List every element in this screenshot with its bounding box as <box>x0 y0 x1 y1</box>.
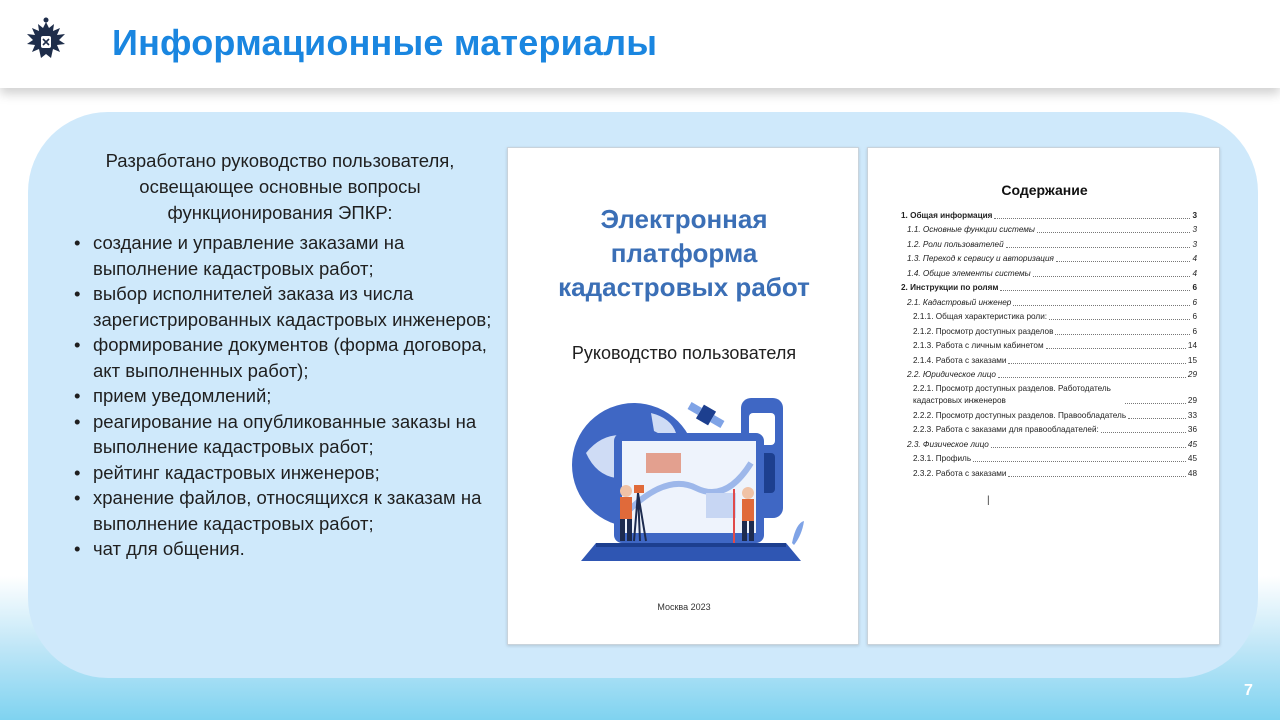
list-item: • реагирование на опубликованные заказы на выполнение кадастровых работ; <box>72 409 492 460</box>
toc-row: 2.2.1. Просмотр доступных разделов. Работодатель кадастровых инженеров 29 <box>913 384 1197 405</box>
toc-row: 2.1.4. Работа с заказами 15 <box>913 355 1197 365</box>
text-cursor-icon: | <box>987 495 990 506</box>
toc-row: 1. Общая информация 3 <box>901 210 1197 220</box>
list-item: • создание и управление заказами на выполнение кадастровых работ; <box>72 230 492 281</box>
intro-text: Разработано руководство пользователя, освещающее основные вопросы функционирования ЭПКР: <box>105 150 455 223</box>
toc-row: 2.3.2. Работа с заказами 48 <box>913 468 1197 478</box>
toc-row: 2.1.2. Просмотр доступных разделов 6 <box>913 326 1197 336</box>
list-item: • прием уведомлений; <box>72 383 492 409</box>
cover-subtitle: Руководство пользователя <box>571 343 797 363</box>
toc-row: 2.1.3. Работа с личным кабинетом 14 <box>913 341 1197 350</box>
list-item: • рейтинг кадастровых инженеров; <box>72 460 492 486</box>
list-item: • формирование документов (форма договора, акт выполненных работ); <box>72 332 492 383</box>
slide-number: 7 <box>1244 682 1253 699</box>
manual-cover-page <box>507 147 859 645</box>
toc-row: 1.3. Переход к сервису и авторизация 4 <box>907 254 1197 263</box>
emblem-icon <box>20 16 72 68</box>
cover-title-line: кадастровых работ <box>558 272 810 302</box>
toc-list <box>901 207 1197 480</box>
list-item: • хранение файлов, относящихся к заказам на выполнение кадастровых работ; <box>72 485 492 536</box>
cover-title <box>508 202 860 304</box>
cover-title-line: платформа <box>610 238 758 268</box>
toc-title: Содержание <box>1001 182 1088 198</box>
feature-list <box>72 230 492 562</box>
slide-title: Информационные материалы <box>112 22 658 63</box>
surveyors-laptop-map-illustration-icon <box>556 393 816 578</box>
list-item: • выбор исполнителей заказа из числа зарегистрированных кадастровых инженеров; <box>72 281 492 332</box>
toc-row: 1.4. Общие элементы системы 4 <box>907 268 1197 278</box>
manual-contents-page <box>867 147 1220 645</box>
cover-city-year: Москва 2023 <box>657 602 711 612</box>
toc-row: 1.2. Роли пользователей 3 <box>907 239 1197 249</box>
toc-row: 2.1. Кадастровый инженер 6 <box>907 297 1197 307</box>
toc-row: 2.3. Физическое лицо 45 <box>907 439 1197 449</box>
slide-header <box>0 0 1280 88</box>
toc-row: 2. Инструкции по ролям 6 <box>901 283 1197 292</box>
toc-row: 2.2.2. Просмотр доступных разделов. Правообладатель 33 <box>913 410 1197 420</box>
cover-title-line: Электронная <box>600 204 768 234</box>
list-item: • чат для общения. <box>72 536 492 562</box>
toc-row: 2.1.1. Общая характеристика роли: 6 <box>913 312 1197 321</box>
toc-row: 2.3.1. Профиль 45 <box>913 454 1197 463</box>
toc-row: 2.2. Юридическое лицо 29 <box>907 370 1197 379</box>
toc-row: 1.1. Основные функции системы 3 <box>907 225 1197 234</box>
toc-row: 2.2.3. Работа с заказами для правообладателей: 36 <box>913 425 1197 434</box>
